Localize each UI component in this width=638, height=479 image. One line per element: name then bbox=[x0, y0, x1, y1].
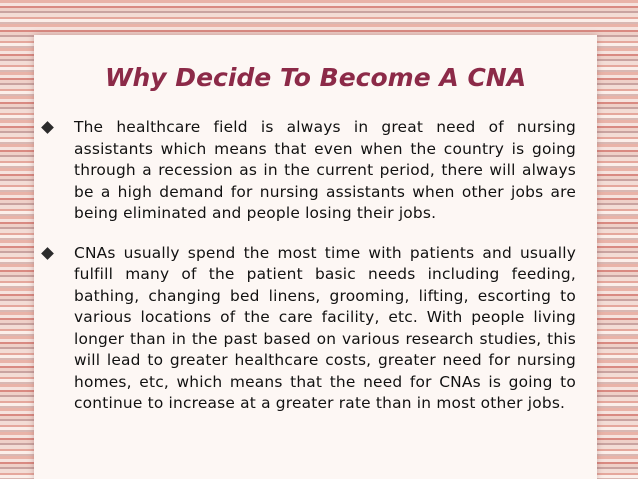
bullet-list bbox=[38, 117, 576, 433]
bullet-text: CNAs usually spend the most time with patients and usually fulfill many of the patient basic needs including feeding, bathing, changing bed linens, grooming, lifting, escorting to various locations of the care facility, etc. With people living longer than in the past based on various research studies, this will lead to greater healthcare costs, greater need for nursing homes, etc, which means that the need for CNAs is going to continue to increase at a greater rate than in most other jobs. bbox=[74, 243, 576, 412]
slide-panel bbox=[34, 35, 597, 479]
bullet-item bbox=[38, 117, 576, 225]
bullet-text: The healthcare field is always in great need of nursing assistants which means that even when the country is going through a recession as in the current period, there will always be a high demand for nursing assistants when other jobs are being eliminated and people losing their jobs. bbox=[74, 118, 576, 222]
diamond-bullet-icon bbox=[41, 247, 54, 260]
bullet-item bbox=[38, 243, 576, 415]
diamond-bullet-icon bbox=[41, 121, 54, 134]
slide-title: Why Decide To Become A CNA bbox=[104, 63, 527, 92]
